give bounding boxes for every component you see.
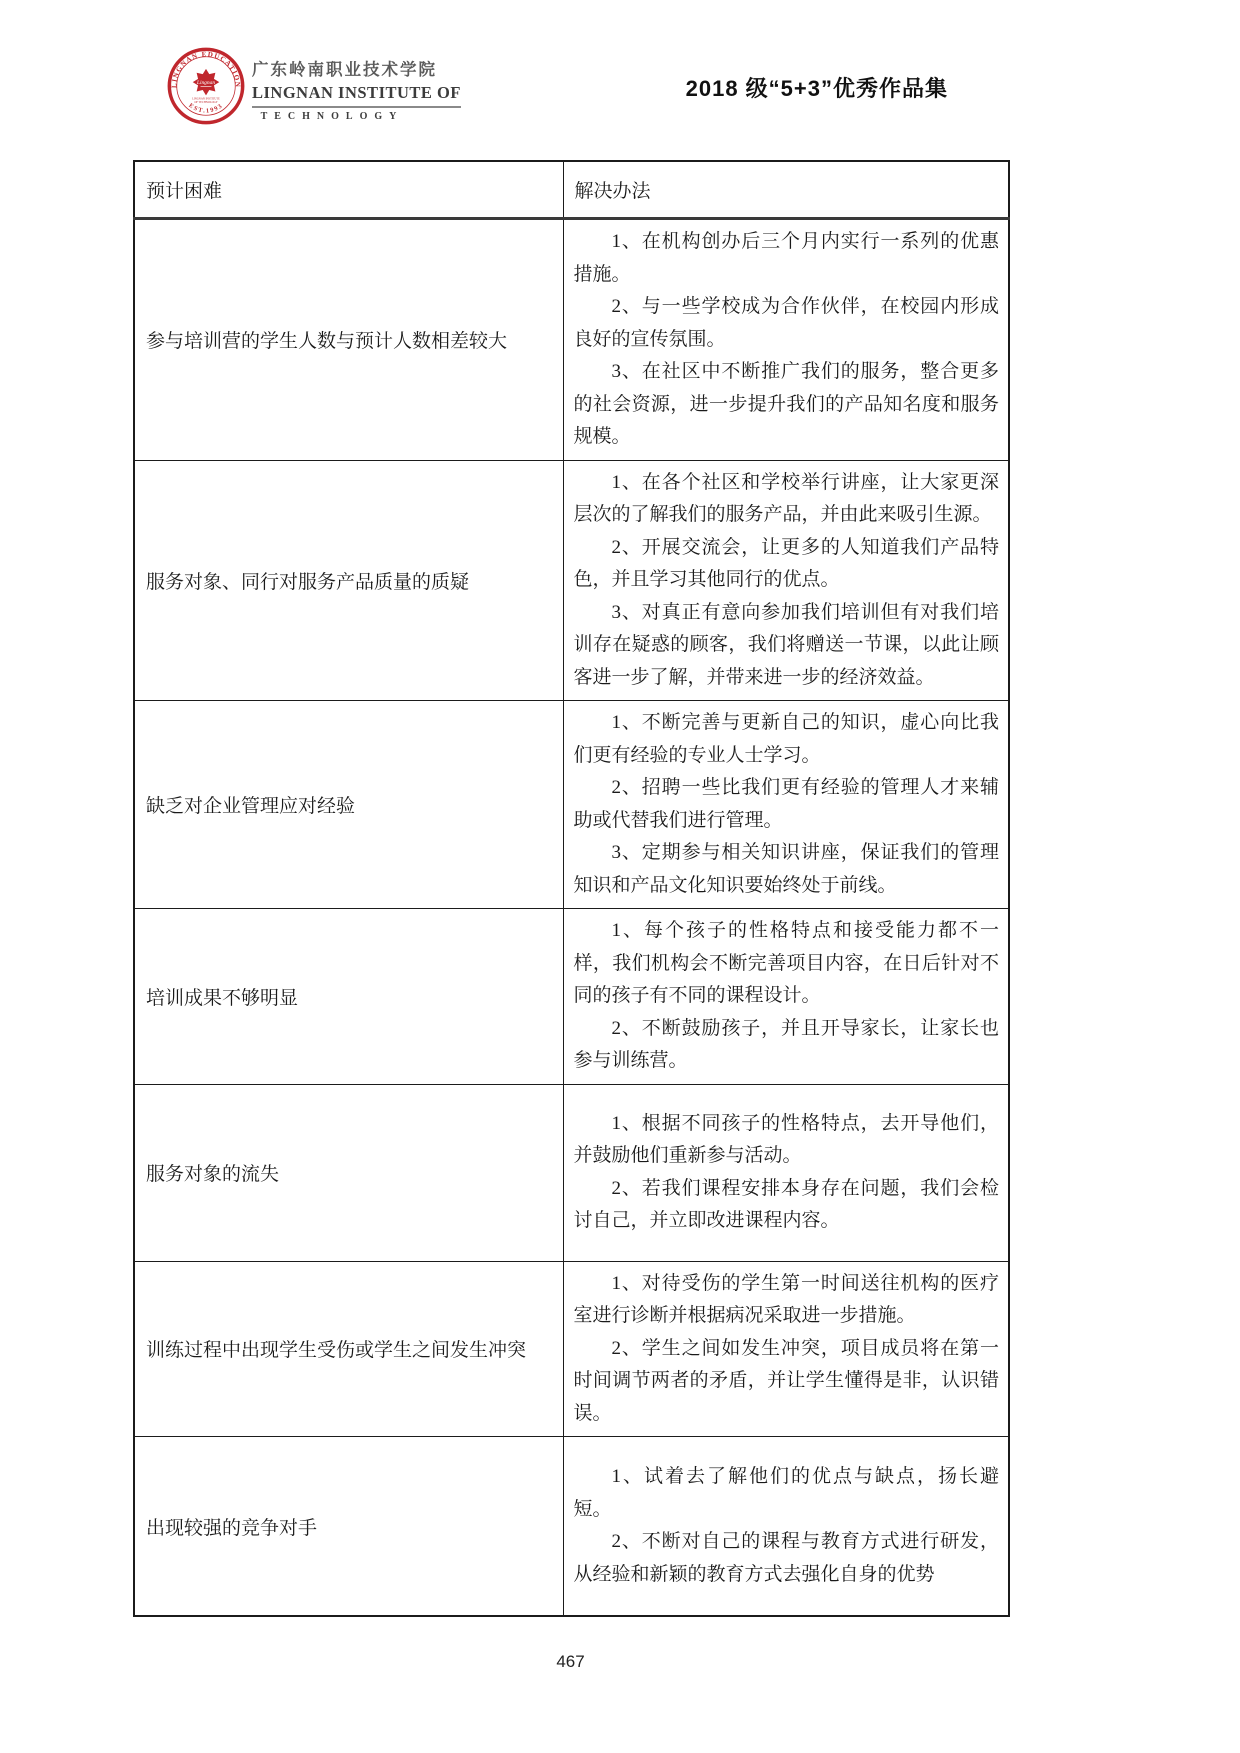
table-row — [134, 1084, 1009, 1261]
logo-text-block — [252, 56, 461, 122]
university-seal-icon — [167, 47, 245, 125]
solution-cell — [563, 1084, 1009, 1261]
seal-center-script: Lingnan — [196, 80, 216, 87]
solution-item: 3、在社区中不断推广我们的服务，整合更多的社会资源，进一步提升我们的产品知名度和服务规模。 — [573, 361, 999, 447]
university-name-cn: 广东岭南职业技术学院 — [252, 61, 437, 79]
solution-item: 2、学生之间如发生冲突，项目成员将在第一时间调节两者的矛盾，并让学生懂得是非，认识错误。 — [573, 1337, 999, 1424]
university-name-en-line2: TECHNOLOGY — [260, 111, 404, 122]
table-header-row — [134, 161, 1009, 219]
solution-item: 2、与一些学校成为合作伙伴，在校园内形成良好的宣传氛围。 — [573, 296, 999, 350]
document-header-title: 2018 级“5+3”优秀作品集 — [685, 76, 948, 101]
difficulty-cell: 出现较强的竞争对手 — [134, 1437, 563, 1617]
solution-item: 1、试着去了解他们的优点与缺点，扬长避短。 — [573, 1466, 999, 1520]
seal-bottom-text: EST.1993 — [187, 102, 225, 115]
table-row — [134, 1437, 1009, 1617]
solution-item: 2、开展交流会，让更多的人知道我们产品特色，并且学习其他同行的优点。 — [573, 536, 999, 590]
solution-cell — [563, 460, 1009, 701]
difficulty-cell: 服务对象的流失 — [134, 1084, 563, 1261]
solution-item: 3、定期参与相关知识讲座，保证我们的管理知识和产品文化知识要始终处于前线。 — [573, 842, 999, 896]
difficulty-cell: 参与培训营的学生人数与预计人数相差较大 — [134, 219, 563, 461]
column-header-solution: 解决办法 — [563, 161, 1009, 219]
difficulty-cell: 培训成果不够明显 — [134, 909, 563, 1085]
solution-item: 3、对真正有意向参加我们培训但有对我们培训存在疑惑的顾客，我们将赠送一节课，以此让顾客进一步了解，并带来进一步的经济效益。 — [573, 601, 999, 688]
solution-item: 1、不断完善与更新自己的知识，虚心向比我们更有经验的专业人士学习。 — [573, 712, 999, 766]
table-row — [134, 701, 1009, 909]
solution-item: 1、在机构创办后三个月内实行一系列的优惠措施。 — [573, 231, 999, 285]
seal-inner-line1: LINGNAN INSTITUTE — [192, 97, 220, 101]
table-row — [134, 219, 1009, 461]
solution-cell — [563, 1261, 1009, 1437]
solution-item: 1、在各个社区和学校举行讲座，让大家更深层次的了解我们的服务产品，并由此来吸引生源。 — [573, 471, 999, 525]
difficulty-cell: 训练过程中出现学生受伤或学生之间发生冲突 — [134, 1261, 563, 1437]
solution-item: 2、招聘一些比我们更有经验的管理人才来辅助或代替我们进行管理。 — [573, 777, 999, 831]
page-number: 467 — [556, 1652, 585, 1671]
solution-cell — [563, 219, 1009, 461]
solution-cell — [563, 909, 1009, 1085]
column-header-difficulty: 预计困难 — [134, 161, 563, 219]
difficulty-solution-table — [133, 160, 1010, 1617]
difficulty-cell: 服务对象、同行对服务产品质量的质疑 — [134, 460, 563, 701]
solution-item: 2、不断鼓励孩子，并且开导家长，让家长也参与训练营。 — [573, 1017, 999, 1071]
difficulty-cell: 缺乏对企业管理应对经验 — [134, 701, 563, 909]
solution-item: 2、不断对自己的课程与教育方式进行研发，从经验和新颖的教育方式去强化自身的优势 — [573, 1531, 999, 1585]
page-header — [0, 0, 1240, 140]
seal-inner-line2: OF TECHNOLOGY — [194, 100, 218, 104]
solution-cell — [563, 701, 1009, 909]
seal-top-text: LINGNAN EDUCATION — [170, 50, 242, 89]
solution-item: 2、若我们课程安排本身存在问题，我们会检讨自己，并立即改进课程内容。 — [573, 1177, 999, 1231]
table-row — [134, 1261, 1009, 1437]
university-name-en-line1: LINGNAN INSTITUTE OF — [252, 83, 461, 108]
solution-cell — [563, 1437, 1009, 1617]
table-row — [134, 460, 1009, 701]
solution-item: 1、每个孩子的性格特点和接受能力都不一样，我们机构会不断完善项目内容，在日后针对不同的孩子有不同的课程设计。 — [573, 920, 999, 1006]
solution-item: 1、对待受伤的学生第一时间送往机构的医疗室进行诊断并根据病况采取进一步措施。 — [573, 1272, 999, 1326]
table-row — [134, 909, 1009, 1085]
solution-item: 1、根据不同孩子的性格特点，去开导他们，并鼓励他们重新参与活动。 — [573, 1112, 999, 1166]
